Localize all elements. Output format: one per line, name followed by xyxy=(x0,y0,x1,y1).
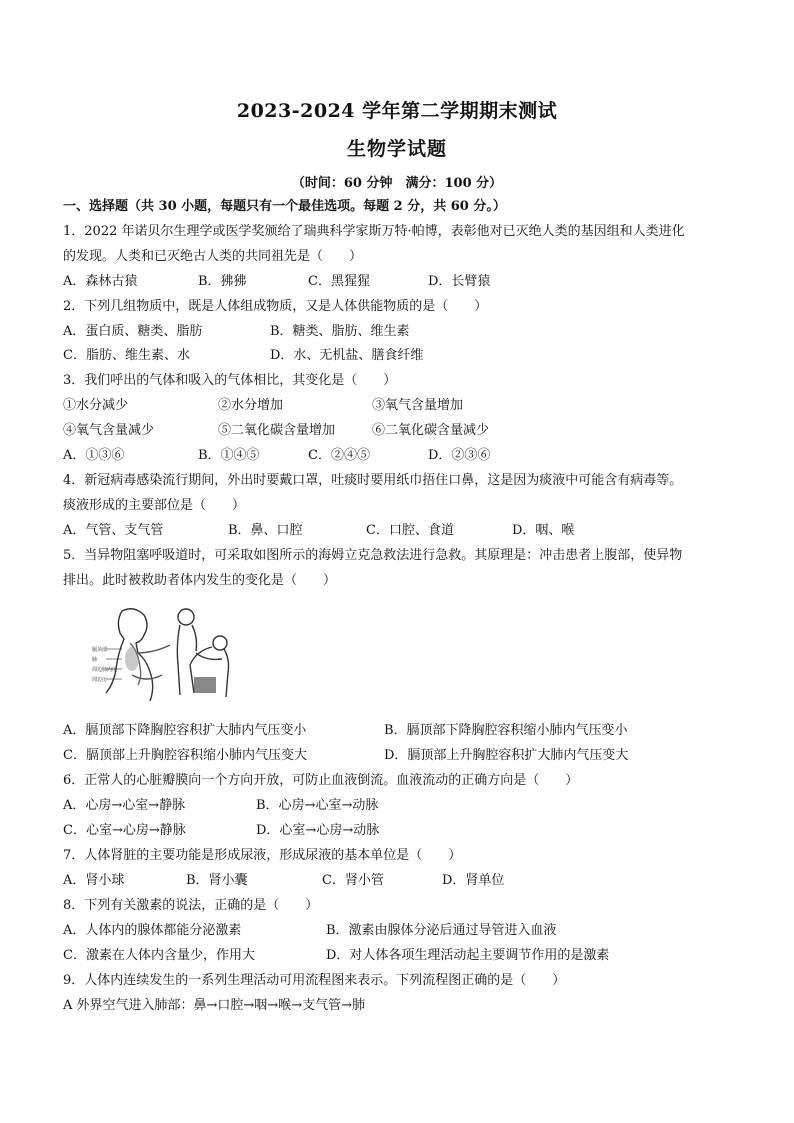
victim-clothing xyxy=(194,677,216,693)
q8-option-a: A．人体内的腺体都能分泌激素 xyxy=(63,923,242,938)
q6-option-a: A．心房→心室→静脉 xyxy=(63,798,186,813)
q5-stem-line2: 排出。此时被救助者体内发生的变化是（ ） xyxy=(63,573,337,588)
figure-label-1: 膈顶部 xyxy=(92,647,108,653)
q3-item-5: ⑤二氧化碳含量增加 xyxy=(218,423,336,438)
exam-title: 2023-2024 学年第二学期期末测试 xyxy=(236,100,558,122)
q1-stem-line1: 1．2022 年诺贝尔生理学或医学奖颁给了瑞典科学家斯万特·帕博，表彰他对已灭绝人类的基因组和人类进化 xyxy=(63,224,685,239)
exam-info: （时间：60 分钟 满分：100 分） xyxy=(291,176,503,191)
q6-option-d: D．心室→心房→动脉 xyxy=(256,823,380,838)
q9-stem: 9．人体内连续发生的一系列生理活动可用流程图来表示。下列流程图正确的是（ ） xyxy=(63,973,566,988)
q7-option-a: A．肾小球 xyxy=(63,873,125,888)
q3-option-a: A．①③⑥ xyxy=(63,448,125,463)
q7-option-b: B．肾小囊 xyxy=(186,873,248,888)
q5-stem-line1: 5．当异物阻塞呼吸道时，可采取如图所示的海姆立克急救法进行急救。其原理是：冲击患者上腹部，使异物 xyxy=(63,548,683,563)
q2-option-a: A．蛋白质、糖类、脂肪 xyxy=(63,324,203,339)
figure-label-4: 周边压 xyxy=(92,677,108,683)
q6-option-b: B．心房→心室→动脉 xyxy=(256,798,379,813)
q7-option-c: C．肾小管 xyxy=(322,873,384,888)
q3-option-b: B．①④⑤ xyxy=(198,448,260,463)
heimlich-maneuver-figure xyxy=(92,603,244,703)
q3-item-3: ③氧气含量增加 xyxy=(372,398,464,413)
q9-option-a: A 外界空气进入肺部：鼻→口腔→咽→喉→支气管→肺 xyxy=(63,998,365,1013)
q4-stem-line2: 痰液形成的主要部位是（ ） xyxy=(63,498,246,513)
q3-item-2: ②水分增加 xyxy=(218,398,284,413)
q1-option-b: B．狒狒 xyxy=(198,274,247,289)
q4-option-a: A．气管、支气管 xyxy=(63,523,164,538)
heimlich-illustration xyxy=(92,603,244,703)
q2-stem: 2．下列几组物质中，既是人体组成物质，又是人体供能物质的是（ ） xyxy=(63,299,488,314)
q5-option-b: B．膈顶部下降胸腔容积缩小肺内气压变小 xyxy=(384,723,628,738)
q8-option-c: C．激素在人体内含量少，作用大 xyxy=(63,948,255,963)
q6-option-c: C．心室→心房→静脉 xyxy=(63,823,186,838)
q4-option-c: C．口腔、食道 xyxy=(366,523,454,538)
q7-stem: 7．人体肾脏的主要功能是形成尿液，形成尿液的基本单位是（ ） xyxy=(63,848,462,863)
q4-option-d: D．咽、喉 xyxy=(512,523,575,538)
q1-stem-line2: 的发现。人类和已灭绝古人类的共同祖先是（ ） xyxy=(63,249,363,264)
q3-stem: 3．我们呼出的气体和吸入的气体相比，其变化是（ ） xyxy=(63,373,397,388)
q5-option-a: A．膈顶部下降胸腔容积扩大肺内气压变小 xyxy=(63,723,307,738)
figure-label-2: 肺 xyxy=(92,657,98,663)
q2-option-d: D．水、无机盐、膳食纤维 xyxy=(270,348,424,363)
q4-stem-line1: 4．新冠病毒感染流行期间，外出时要戴口罩，吐痰时要用纸巾捂住口鼻，这是因为痰液中可能含有病毒等。 xyxy=(63,473,683,488)
q3-option-c: C．②④⑤ xyxy=(308,448,370,463)
q3-item-6: ⑥二氧化碳含量减少 xyxy=(372,423,490,438)
q8-stem: 8．下列有关激素的说法，正确的是（ ） xyxy=(63,898,319,913)
q5-option-c: C．膈顶部上升胸腔容积缩小肺内气压变大 xyxy=(63,748,307,763)
q8-option-d: D．对人体各项生理活动起主要调节作用的是激素 xyxy=(326,948,610,963)
exam-subject: 生物学试题 xyxy=(346,138,447,160)
q1-option-a: A．森林古猿 xyxy=(63,274,138,289)
q6-stem: 6．正常人的心脏瓣膜向一个方向开放，可防止血液倒流。血液流动的正确方向是（ ） xyxy=(63,773,579,788)
q3-item-1: ①水分减少 xyxy=(63,398,129,413)
q8-option-b: B．激素由腺体分泌后通过导管进入血液 xyxy=(326,923,557,938)
q1-option-c: C．黑猩猩 xyxy=(308,274,370,289)
q2-option-c: C．脂肪、维生素、水 xyxy=(63,348,190,363)
q1-option-d: D．长臂猿 xyxy=(428,274,491,289)
q3-item-4: ④氧气含量减少 xyxy=(63,423,155,438)
q3-option-d: D．②③⑥ xyxy=(428,448,491,463)
q4-option-b: B．鼻、口腔 xyxy=(228,523,303,538)
figure-label-3: 周边肺内压 xyxy=(92,667,118,673)
lung-shading xyxy=(125,647,139,671)
q2-option-b: B．糖类、脂肪、维生素 xyxy=(270,324,410,339)
section-heading: 一、选择题（共 30 小题，每题只有一个最佳选项。每题 2 分，共 60 分。） xyxy=(63,199,506,214)
q5-option-d: D．膈顶部上升胸腔容积扩大肺内气压变大 xyxy=(384,748,629,763)
q7-option-d: D．肾单位 xyxy=(442,873,505,888)
